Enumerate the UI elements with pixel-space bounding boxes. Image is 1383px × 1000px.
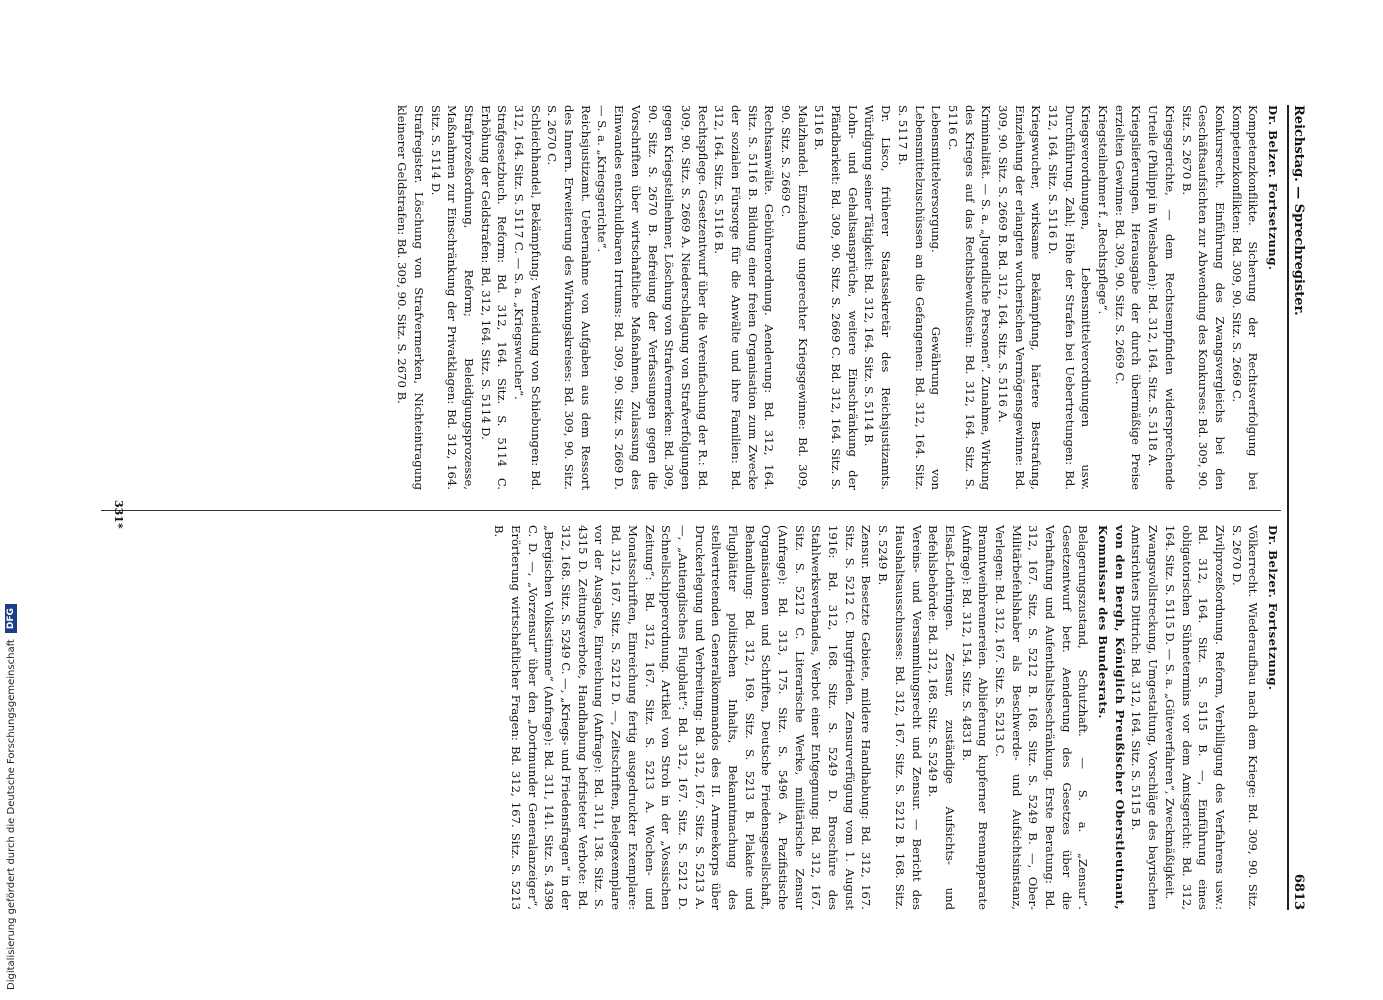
index-entry: Vereins- und Versammlungsrecht und Zensur. — Bericht des Haushaltsausschusses: Bd. 312, 167. Sitz. S. 5212 B. 168. Sitz. S. 5249 B. bbox=[876, 525, 924, 910]
index-entry: Elsaß-Lothringen. Zensur, zuständige Aufsichts- und Befehlsbehörde: Bd. 312, 168. Sitz. S. 5249 B. bbox=[926, 525, 957, 910]
index-entry: Rechtsanwälte. Gebührenordnung. Aenderung: Bd. 312, 164. Sitz. S. 5116 B. Bildung einer freien Organisation zum Zwecke der sozialen Fürsorge für die Anwälte und ihre Familien: Bd. 312, 164. Sitz. S. 5116 B. bbox=[712, 105, 777, 490]
running-header bbox=[1291, 105, 1315, 910]
folio-number: 331* bbox=[112, 500, 125, 529]
dfg-logo: DFG bbox=[5, 604, 17, 633]
speaker-heading: von den Bergh, Königlich Preußischer Oberstleutnant, Kommissar des Bundesrats. bbox=[1096, 525, 1127, 910]
index-entry: Reichsjustizamt. Uebernahme von Aufgaben aus dem Ressort des Innern. Erweiterung des Wirkungskreises: Bd. 309, 90. Sitz. S. 2670 C. bbox=[545, 105, 593, 490]
right-column bbox=[491, 525, 1281, 910]
index-entry: Kriegswucher, wirksame Bekämpfung, härtere Bestrafung, Einziehung der erlangten wucherischen Vermögensgewinne: Bd. 309, 90. Sitz. S. 2669 B. Bd. 312, 164. Sitz. S. 5116 A. bbox=[996, 105, 1044, 490]
index-entry: Zensur. Besetzte Gebiete, mildere Handhabung: Bd. 312, 167. Sitz. S. 5212 C. Burgfrieden. Zensurverfügung vom 1. August 1916: Bd. 312, 168. Sitz. S. 5249 D. Broschüre des Stahlwerksverbandes, Verbot einer Entgegnung: Bd. 312, 167. Sitz. S. 5212 C. Literarische Werke, militärische Zensur (Anfrage): Bd. 313, 175. Sitz. S. 5496 A. Pazifistische Organisationen und Schriften, Deutsche Friedensgesellschaft, Behandlung: Bd. 312, 169. Sitz. S. 5213 B. Plakate und Flugblätter politischen Inhalts, Bekanntmachung des stellvertretenden Generalkommandos des II. Armeekorps über Druckerlegung und Verbreitung: Bd. 312, 167. Sitz. S. 5213 A. —, „Antienglisches Flugblatt“: Bd. 312, 167. Sitz. S. 5212 D. Schnellschipperordnung. Artikel von Stroh in der „Vossischen Zeitung“: Bd. 312, 167. Sitz. S. 5213 A. Wochen- und Monatsschriften, Einreichung fertig ausgedruckter Exemplare: Bd. 312, 167. Sitz. S. 5212 D. —, Zeitschriften, Belegexemplare vor der Ausgabe, Einreichung (Anfrage): Bd. 311, 138. Sitz. S. 4315 D. Zeitungsverbote, Handhabung befristeter Verbote: Bd. 312, 168. Sitz. S. 5249 C. —, „Kriegs- und Friedensfragen“ in der „Bergischen Volksstimme“ (Anfrage): Bd. 311, 141. Sitz. S. 4398 C. D. —, „Vorzensur“ über den „Dortmunder Generalanzeiger“, Erörterung wirtschaftlicher Fragen: Bd. 312, 167. Sitz. S. 5213 B. bbox=[492, 525, 874, 910]
column-divider bbox=[101, 510, 1281, 511]
index-entry: Belagerungszustand, Schutzhaft. — S. a. „Zensur“. Gesetzentwurf betr. Aenderung des Gesetzes über die Verhaftung und Aufenthaltsbeschränkung. Erste Beratung: Bd. 312, 167. Sitz. S. 5212 B. 168. Sitz. S. 5249 B. —, Ober-Militärbefehlshaber als Beschwerde- und Aufsichtsinstanz, Verlegen: Bd. 312, 167. Sitz. S. 5213 C. bbox=[993, 525, 1091, 910]
index-entry: Völkerrecht. Wiederaufbau nach dem Kriege: Bd. 309, 90. Sitz. S. 2670 D. bbox=[1229, 525, 1261, 910]
speaker-heading: Dr. Belzer. Fortsetzung. bbox=[1266, 105, 1280, 271]
left-column bbox=[394, 105, 1281, 490]
index-entry: Dr. Lisco, früherer Staatssekretär des Reichsjustizamts. Würdigung seiner Tätigkeit: Bd. 312, 164. Sitz. S. 5114 B. bbox=[862, 105, 894, 490]
header-title: Reichstag. — Sprechregister. bbox=[1291, 105, 1306, 316]
index-entry: Kriegslieferungen. Herausgabe der durch übermäßige Preise erzielten Gewinne: Bd. 309, 90. Sitz. S. 2669 C. bbox=[1112, 105, 1144, 490]
index-entry: Strafprozeßordnung, Reform; Beleidigungsprozesse, Maßnahmen zur Einschränkung der Privatklagen: Bd. 312, 164. Sitz. S. 5114 D. bbox=[428, 105, 476, 490]
index-entry: Zivilprozeßordnung. Reform, Verbilligung des Verfahrens usw.: Bd. 312, 164. Sitz. S. 5115 B. —, Einführung eines obligatorischen Sühnetermins vor dem Amtsgericht: Bd. 312, 164. Sitz. S. 5115 D. — S. a. „Güteverfahren“, Zweckmäßigkeit. bbox=[1162, 525, 1227, 910]
index-entry: Kriegsverordnungen, Lebensmittelverordnungen usw. Durchführung. Zahl; Höhe der Strafen bei Uebertretungen: Bd. 312, 164. Sitz. S. 5116 D. bbox=[1046, 105, 1094, 490]
index-entry: Rechtspflege. Gesetzentwurf über die Vereinfachung der R.: Bd. 309, 90. Sitz. S. 2669 A. Niederschlagung von Strafverfolgungen gegen Kriegsteilnehmer, Löschung von Strafvermerken: Bd. 309, 90. Sitz. S. 2670 B. Befreiung der Verfassungen gegen die Vorschriften über wirtschaftliche Maßnahmen, Zulassung des Einwandes entschuldbaren Irrtums: Bd. 309, 90. Sitz. S. 2669 D. — S. a. „Kriegsgerichte“. bbox=[595, 105, 710, 490]
digitization-credit bbox=[5, 604, 17, 990]
index-entry: Malzhandel. Einziehung ungerechter Kriegsgewinne: Bd. 309, 90. Sitz. S. 2669 C. bbox=[779, 105, 810, 490]
index-entry: Kriminalität. — S. a. „Jugendliche Personen“. Zunahme, Wirkung des Krieges auf das Rechtsbewußtsein: Bd. 312, 164. Sitz. S. 5116 C. bbox=[945, 105, 994, 490]
index-entry: Konkursrecht. Einführung des Zwangsvergleichs bei den Geschäftsaufsichten zur Abwendung des Konkurses: Bd. 309, 90. Sitz. S. 2670 B. bbox=[1179, 105, 1227, 490]
credit-text: Digitalisierung gefördert durch die Deutsche Forschungsgemeinschaft bbox=[5, 639, 17, 990]
index-entry: Kriegsgerichte, — dem Rechtsempfinden widersprechende Urteile (Philippi in Wiesbaden): Bd. 312, 164. Sitz. S. 5118 A. bbox=[1146, 105, 1177, 490]
index-entry: Schleichhandel, Bekämpfung; Vermeidung von Schiebungen: Bd. 312, 164. Sitz. S. 5117 C. — S. a. „Kriegswucher“. bbox=[512, 105, 543, 490]
index-entry: Lohn- und Gehaltsansprüche, weitere Einschränkung der Pfändbarkeit: Bd. 309, 90. Sitz. S. 2669 C. Bd. 312, 164. Sitz. S. 5116 B. bbox=[812, 105, 860, 490]
header-rule bbox=[1287, 105, 1289, 910]
index-entry: Kriegsteilnehmer f. „Rechtspflege“. bbox=[1096, 105, 1111, 315]
page-number: 6813 bbox=[1291, 873, 1306, 910]
page-content bbox=[75, 105, 1315, 910]
index-entry: Lebensmittelversorgung. Gewährung von Lebensmittelzuschüssen an die Gefangenen: Bd. 312, 164. Sitz. S. 5117 B. bbox=[895, 105, 944, 490]
speaker-heading: Dr. Belzer. Fortsetzung. bbox=[1266, 525, 1280, 691]
index-entry: Strafgesetzbuch. Reform: Bd. 312, 164. Sitz. S. 5114 C. Erhöhung der Geldstrafen: Bd. 312, 164. Sitz. S. 5114 D. bbox=[478, 105, 510, 490]
index-entry: Kompetenzkonflikte. Sicherung der Rechtsverfolgung bei Kompetenzkonflikten: Bd. 309, 90. Sitz. S. 2669 C. bbox=[1229, 105, 1261, 490]
rotated-page-area bbox=[75, 105, 1315, 910]
index-entry: Branntweinbrennereien. Ablieferung kupferner Brennapparate (Anfrage): Bd. 312, 154. Sitz. S. 4831 B. bbox=[959, 525, 991, 910]
index-entry: Zwangsvollstreckung, Umgestaltung, Vorschläge des bayrischen Amtsrichters Dittrich: Bd. 312, 164. Sitz. S. 5115 B. bbox=[1129, 525, 1161, 910]
index-entry: Strafregister. Löschung von Strafvermerken, Nichteintragung kleinerer Geldstrafen: Bd. 309, 90. Sitz. S. 2670 B. bbox=[395, 105, 426, 490]
